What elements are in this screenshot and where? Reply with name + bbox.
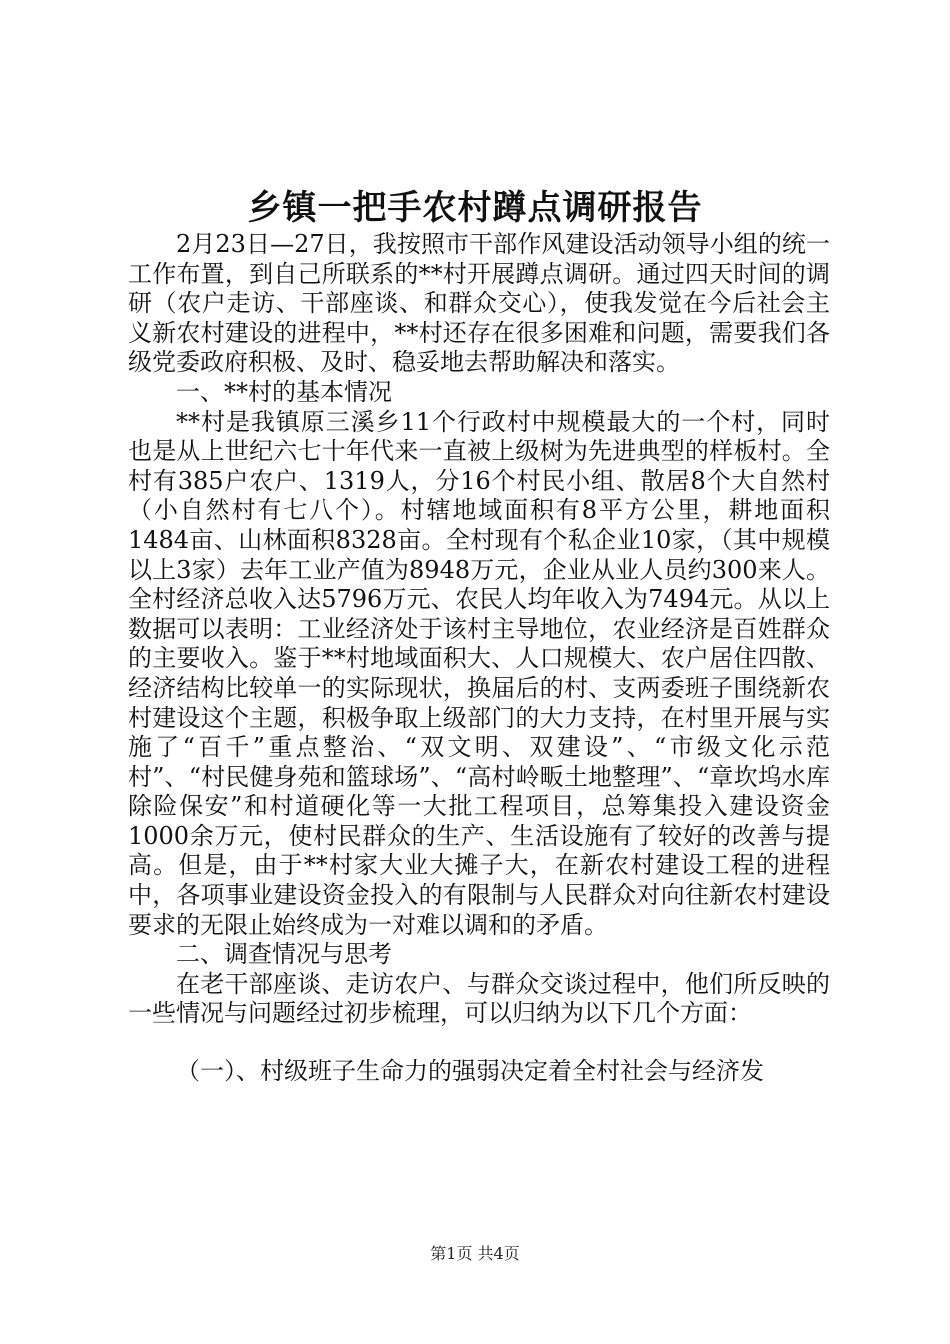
- subsection-heading-1: （一）、村级班子生命力的强弱决定着全村社会与经济发: [176, 1057, 764, 1086]
- document-title: 乡镇一把手农村蹲点调研报告: [247, 188, 703, 228]
- basic-situation-paragraph: **村是我镇原三溪乡11个行政村中规模最大的一个村，同时也是从上世纪六七十年代来一直被上级树为先进典型的样板村。全村有385户农户、1319人，分16个村民小组、散居8个大自然村（小自然村有七八个）。村辖地域面积有8平方公里，耕地面积1484亩、山林面积8328亩。全村现有个私企业10家，（其中规模以上3家）去年工业产值为8948万元，企业从业人员约300来人。全村经济总收入达5796万元、农民人均年收入为7494元。从以上数据可以表明：工业经济处于该村主导地位，农业经济是百姓群众的主要收入。鉴于**村地域面积大、人口规模大、农户居住四散、经济结构比较单一的实际现状，换届后的村、支两委班子围绕新农村建设这个主题，积极争取上级部门的大力支持，在村里开展与实施了“百千”重点整治、“双文明、双建设”、“市级文化示范村”、“村民健身苑和篮球场”、“高村岭畈土地整理”、“章坎坞水库除险保安”和村道硬化等一大批工程项目，总筹集投入建设资金1000余万元，使村民群众的生产、生活设施有了较好的改善与提高。但是，由于**村家大业大摊子大，在新农村建设工程的进程中，各项事业建设资金投入的有限制与人民群众对向往新农村建设要求的无限止始终成为一对难以调和的矛盾。: [128, 407, 830, 939]
- intro-paragraph: 2月23日—27日，我按照市干部作风建设活动领导小组的统一工作布置，到自己所联系的**村开展蹲点调研。通过四天时间的调研（农户走访、干部座谈、和群众交心），使我发觉在今后社会主义新农村建设的进程中，**村还存在很多困难和问题，需要我们各级党委政府积极、及时、稳妥地去帮助解决和落实。: [128, 230, 830, 377]
- section-heading-1: 一、**村的基本情况: [176, 377, 392, 406]
- page-footer: 第1页 共4页: [430, 1244, 520, 1263]
- document-body: [128, 230, 830, 1087]
- section-heading-2: 二、调查情况与思考: [176, 940, 392, 969]
- survey-paragraph: 在老干部座谈、走访农户、与群众交谈过程中，他们所反映的一些情况与问题经过初步梳理，可以归纳为以下几个方面：: [128, 969, 830, 1028]
